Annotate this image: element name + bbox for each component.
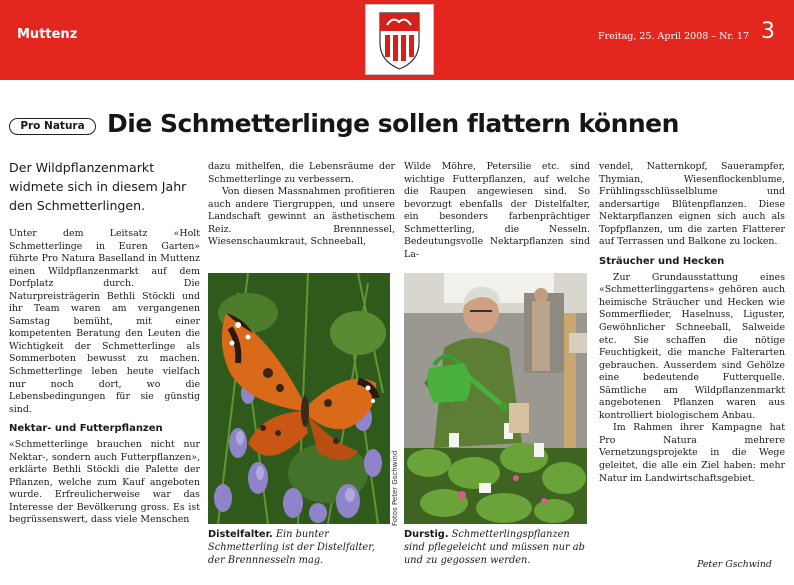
photo-caption-2: [404, 528, 588, 567]
caption-lead: Durstig.: [404, 529, 449, 540]
subheading: Sträucher und Hecken: [599, 255, 725, 267]
article-headline: Die Schmetterlinge sollen flattern können: [107, 109, 679, 138]
text-column-4: [599, 161, 785, 485]
photo-credit: Fotos Peter Gschwind: [391, 450, 399, 526]
text-column-2: [208, 161, 395, 249]
paragraph: dazu mithelfen, die Lebensräume der Schmetterlinge zu verbessern.: [208, 161, 395, 185]
section-rubric: Pro Natura: [9, 118, 96, 135]
municipal-coat-of-arms-icon: [365, 4, 434, 75]
woman-watering-plants-photo: [404, 273, 587, 524]
caption-lead: Distelfalter.: [208, 529, 273, 540]
paragraph: Zur Grundausstattung eines «Schmetterlinggartens» gehören auch heimische Sträucher und Hecken wie Sommerflieder, Haselnuss, Liguster, Gewöhnlicher Schneeball, Salweide etc. Sie schaffen die nötige Feuchtigkeit, die manche Falterarten gebrauchen. Ausserdem sind Gehölze eine bedeutende Futterquelle. Sämtliche am Wildpflanzenmarkt angebotenen Pflanzen waren aus kontrolliert biologischem Anbau.: [599, 271, 785, 421]
paragraph: «Schmetterlinge brauchen nicht nur Nektar-, sondern auch Futterpflanzen», erklärte Bethli Stöckli die Palette der Pflanzen, welche zum Kauf angeboten wurde. Erfreulicherweise war das Interesse der Bevölkerung gross. Es ist begrüssenswert, dass viele Menschen: [9, 439, 200, 526]
issue-dateline: Freitag, 25. April 2008 – Nr. 17: [598, 31, 750, 42]
page-number: 3: [761, 19, 775, 44]
photo-caption-1: [208, 528, 392, 567]
paragraph: Von diesen Massnahmen profitieren auch andere Tiergruppen, und unsere Landschaft gewinnt an ästhetischem Reiz. Brennnessel, Wiesenschaumkraut, Schneeball,: [208, 186, 395, 248]
article-author: Peter Gschwind: [697, 559, 772, 570]
text-column-1: [9, 228, 200, 527]
caption-text: Ein bunter Schmetterling ist der Distelfalter, der Brennnesseln mag.: [208, 529, 375, 566]
paragraph: Im Rahmen ihrer Kampagne hat Pro Natura mehrere Vernetzungsprojekte in die Wege geleitet, die alle ein Ziel haben: mehr Natur im Landwirtschaftsgebiet.: [599, 422, 785, 484]
article-lead: Der Wildpflanzenmarkt widmete sich in diesem Jahr den Schmetterlingen.: [9, 160, 187, 213]
caption-text: Schmetterlingspflanzen sind pflegeleicht und müssen nur ab und zu gegossen werden.: [404, 529, 585, 566]
section-place: Muttenz: [17, 27, 78, 42]
butterfly-on-lavender-photo: [208, 273, 390, 524]
text-column-3: [404, 161, 590, 261]
paragraph: Unter dem Leitsatz «Holt Schmetterlinge in Euren Garten» führte Pro Natura Baselland in Muttenz einen Wildpflanzenmarkt auf dem Dorfplatz durch. Die Naturpreisträgerin Bethli Stöckli und ihr Team waren am vergangenen Samstag bemüht, mit einer kompetenten Beratung den Leuten die Wichtigkeit der Schmetterlinge als Sommerboten bewusst zu machen. Schmetterlinge leben heute vielfach nur noch dort, wo die Lebensbedingungen für sie günstig sind.: [9, 228, 200, 415]
subheading: Nektar- und Futterpflanzen: [9, 423, 163, 435]
paragraph: Wilde Möhre, Petersilie etc. sind wichtige Futterpflanzen, auf welche die Raupen angewiesen sind. So bevorzugt ebenfalls der Distelfalter, ein besonders farbenprächtiger Schmetterling, die Nesseln. Bedeutungsvolle Nektarpflanzen sind La-: [404, 161, 590, 260]
paragraph: vendel, Natternkopf, Sauerampfer, Thymian, Wiesenflockenblume, Frühlingsschlüsselblume und andersartige Blütenpflanzen. Diese Nektarpflanzen eignen sich auch als Topfpflanzen, um die zarten Flatterer auf Terrassen und Balkone zu locken.: [599, 161, 785, 248]
